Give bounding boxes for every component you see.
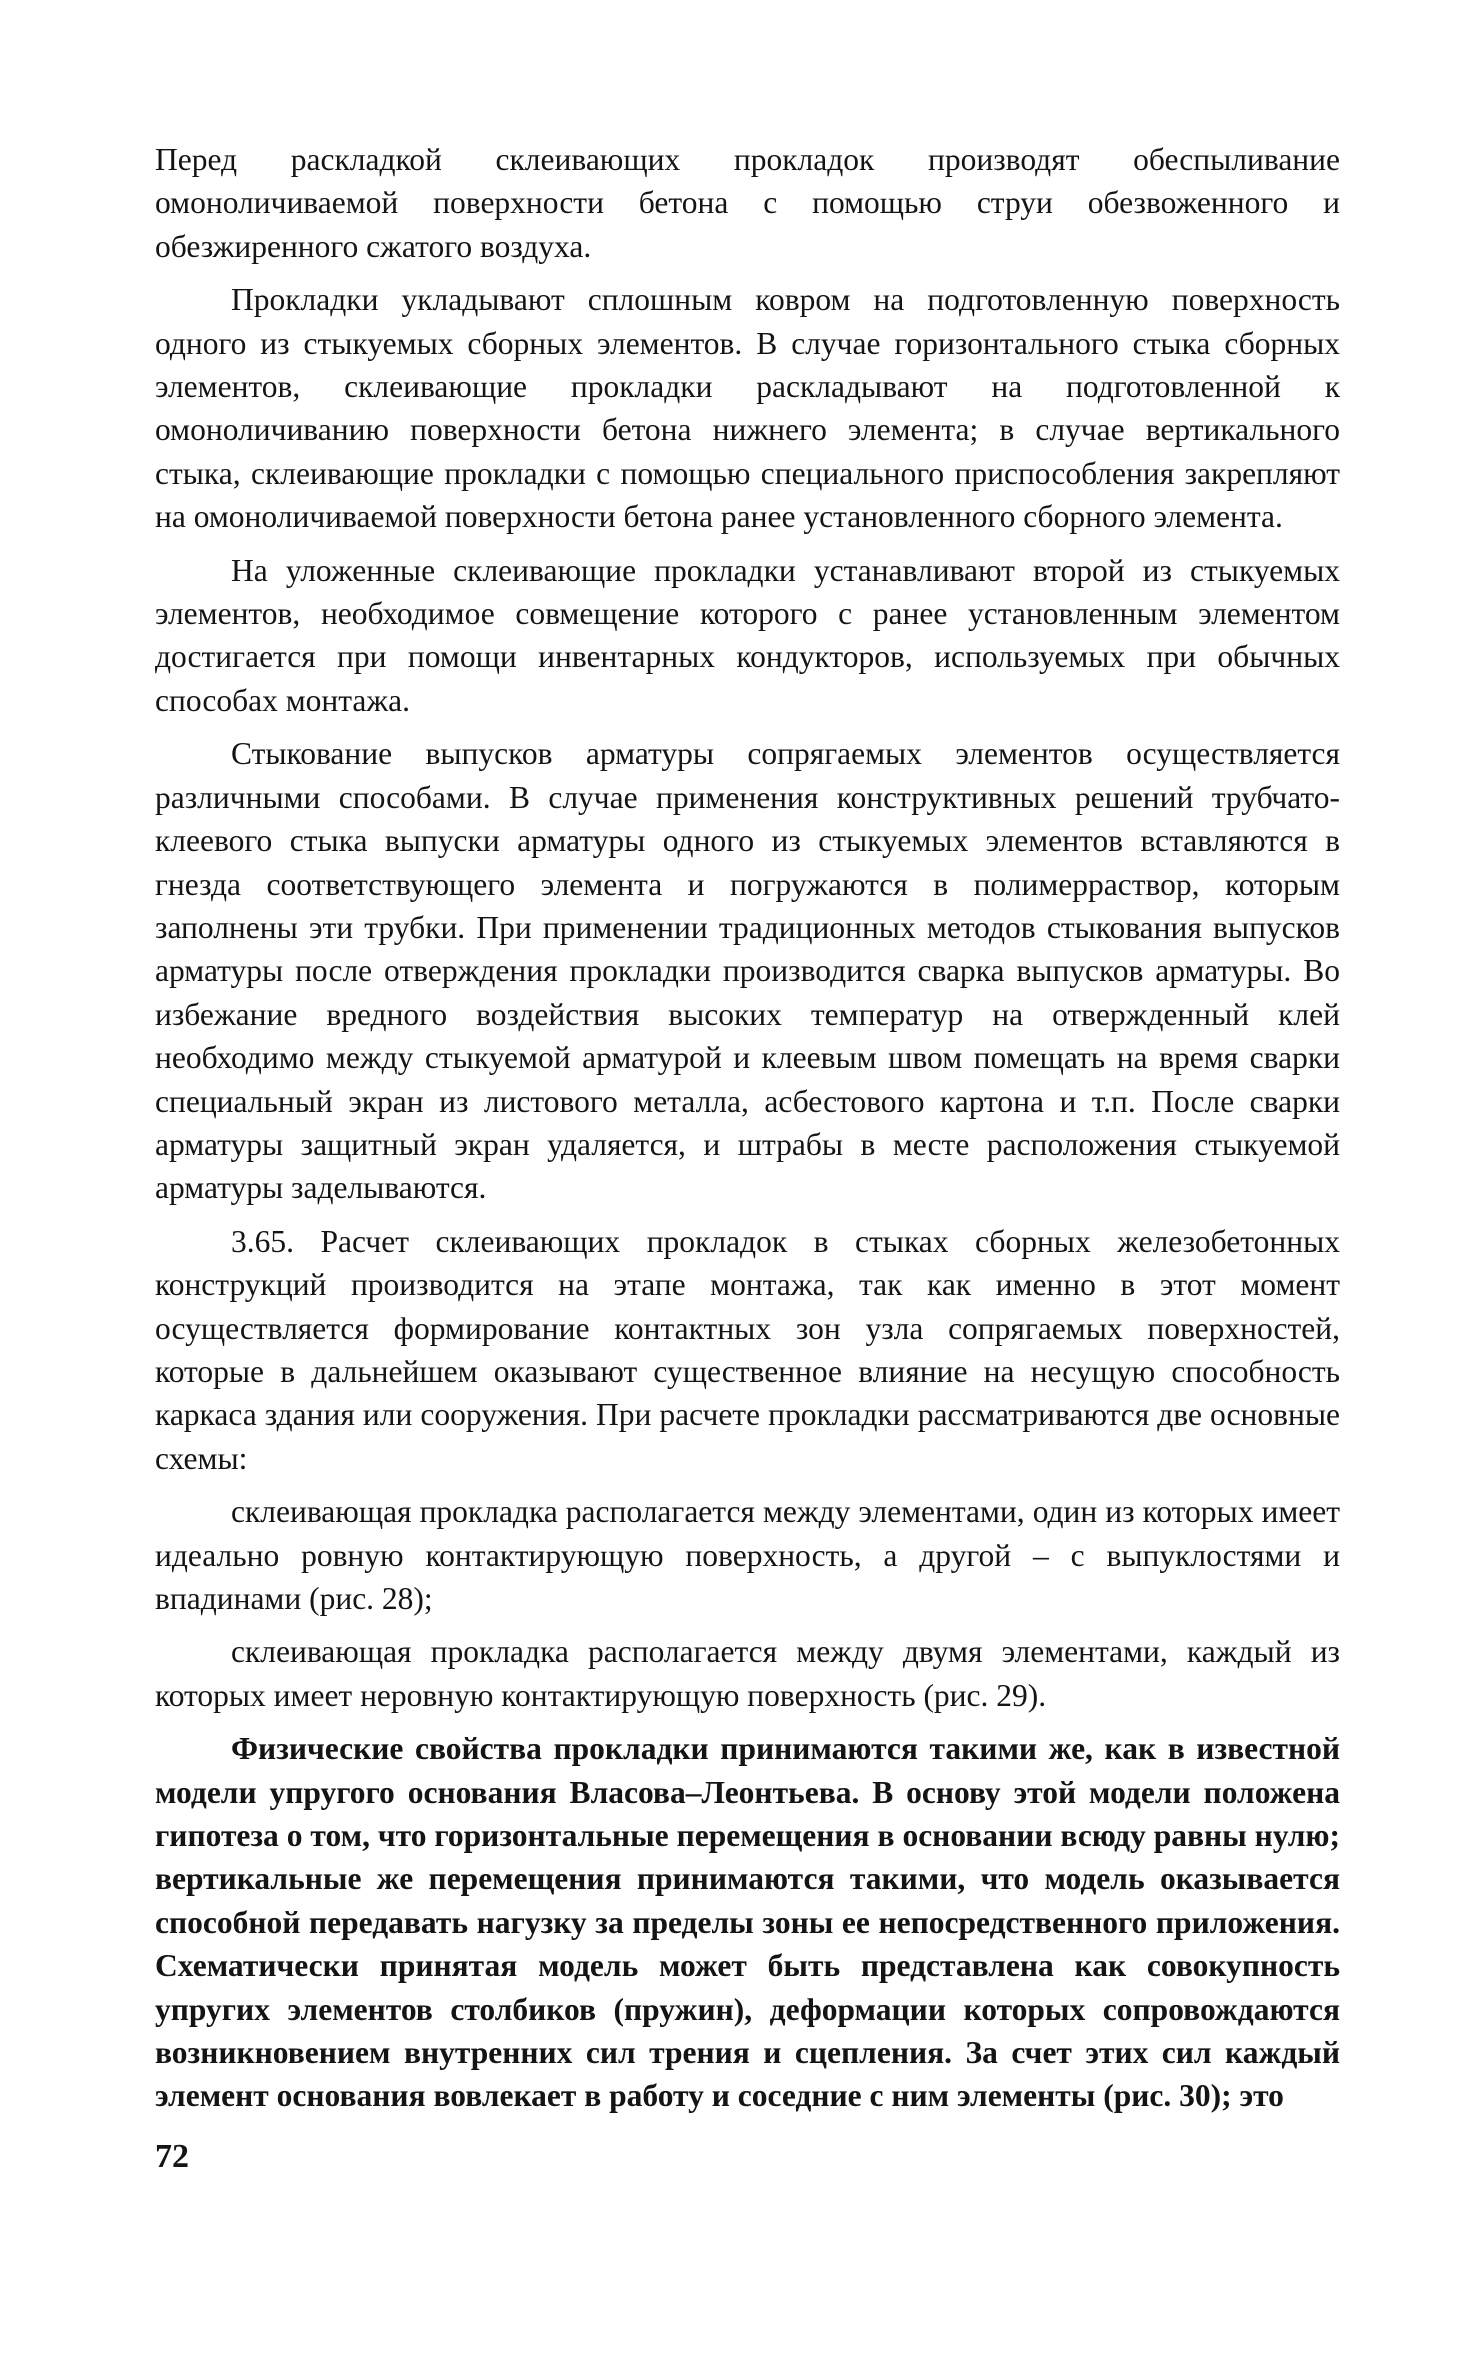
paragraph-6-scheme-1: склеивающая прокладка располагается между элементами, один из которых имеет идеально ровную контактирующую поверхность, а другой – с выпуклостями и впадинами (рис. 28); (155, 1494, 1340, 1616)
paragraph-1: Перед раскладкой склеивающих прокладок производят обеспыливание омоноличиваемой поверхности бетона с помощью струи обезвоженного и обезжиренного сжатого воздуха. (155, 142, 1340, 264)
paragraph-7-scheme-2: склеивающая прокладка располагается между двумя элементами, каждый из которых имеет неровную контактирующую поверхность (рис. 29). (155, 1634, 1340, 1713)
paragraph-3: На уложенные склеивающие прокладки устанавливают второй из стыкуемых элементов, необходимое совмещение которого с ранее установленным элементом достигается при помощи инвентарных кондукторов, используемых при обычных способах монтажа. (155, 552, 1340, 718)
page-number: 72 (155, 2138, 189, 2175)
paragraph-5-section-3-65: 3.65. Расчет склеивающих прокладок в стыках сборных железобетонных конструкций производится на этапе монтажа, так как именно в этот момент осуществляется формирование контактных зон узла сопрягаемых поверхностей, которые в дальнейшем оказывают существенное влияние на несущую способность каркаса здания или сооружения. При расчете прокладки рассматриваются две основные схемы: (155, 1223, 1340, 1476)
paragraph-2: Прокладки укладывают сплошным ковром на подготовленную поверхность одного из стыкуемых сборных элементов. В случае горизонтального стыка сборных элементов, склеивающие прокладки раскладывают на подготовленной к омоноличиванию поверхности бетона нижнего элемента; в случае вертикального стыка, склеивающие прокладки с помощью специального приспособления закрепляют на омоноличиваемой поверхности бетона ранее установленного сборного элемента. (155, 282, 1340, 535)
page-body (155, 138, 1340, 2128)
paragraph-8: Физические свойства прокладки принимаются такими же, как в известной модели упругого основания Власова–Леонтьева. В основу этой модели положена гипотеза о том, что горизонтальные перемещения в основании всюду равны нулю; вертикальные же перемещения принимаются такими, что модель оказывается способной передавать нагузку за пределы зоны ее непосредственного приложения. Схематически принятая модель может быть представлена как совокупность упругих элементов столбиков (пружин), деформации которых сопровождаются возникновением внутренних сил трения и сцепления. За счет этих сил каждый элемент основания вовлекает в работу и соседние с ним элементы (рис. 30); это (155, 1731, 1340, 2114)
paragraph-4: Стыкование выпусков арматуры сопрягаемых элементов осуществляется различными способами. В случае применения конструктивных решений трубчато-клеевого стыка выпуски арматуры одного из стыкуемых элементов вставляются в гнезда соответствующего элемента и погружаются в полимерраствор, которым заполнены эти трубки. При применении традиционных методов стыкования выпусков арматуры после отверждения прокладки производится сварка выпусков арматуры. Во избежание вредного воздействия высоких температур на отвержденный клей необходимо между стыкуемой арматурой и клеевым швом помещать на время сварки специальный экран из листового металла, асбестового картона и т.п. После сварки арматуры защитный экран удаляется, и штрабы в месте расположения стыкуемой арматуры заделываются. (155, 736, 1340, 1206)
